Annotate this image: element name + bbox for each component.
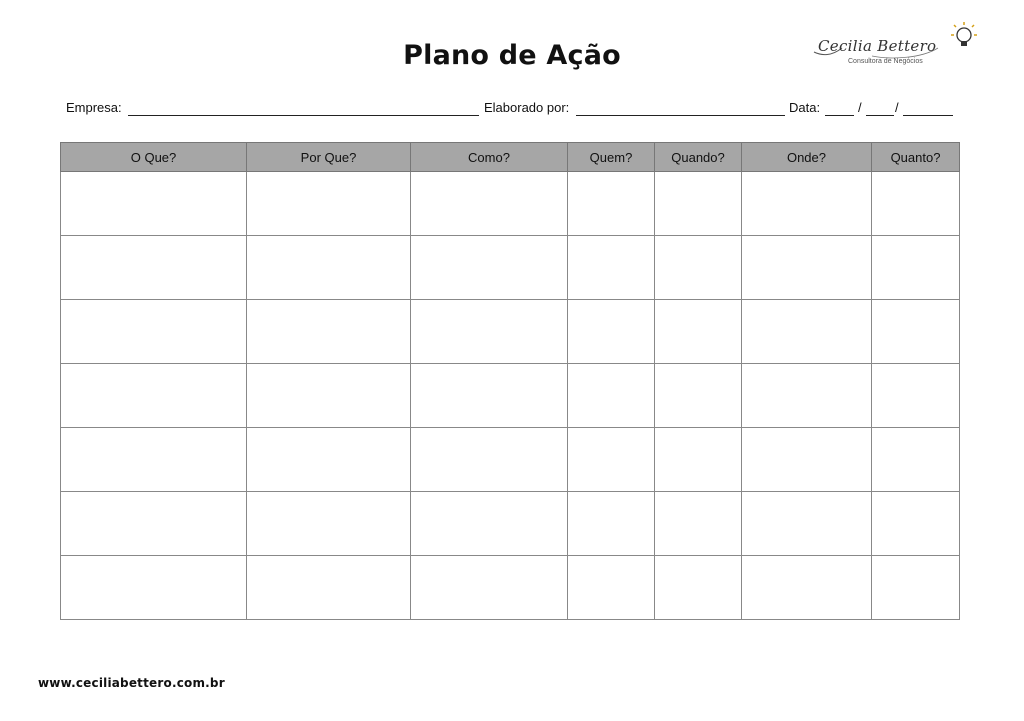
- table-cell[interactable]: [872, 428, 960, 492]
- table-cell[interactable]: [872, 300, 960, 364]
- table-cell[interactable]: [411, 172, 568, 236]
- table-cell[interactable]: [872, 492, 960, 556]
- table-cell[interactable]: [568, 364, 655, 428]
- table-cell[interactable]: [655, 428, 742, 492]
- table-header-row: [61, 143, 960, 172]
- elaborado-label: Elaborado por:: [484, 100, 570, 115]
- table-row: [61, 556, 960, 620]
- table-cell[interactable]: [742, 300, 872, 364]
- lightbulb-icon: [946, 20, 982, 54]
- logo-name: Cecilia Bettero: [818, 37, 937, 55]
- empresa-label: Empresa:: [66, 100, 122, 115]
- table-cell[interactable]: [655, 364, 742, 428]
- table-cell[interactable]: [61, 492, 247, 556]
- page-title: Plano de Ação: [403, 40, 621, 71]
- table-row: [61, 236, 960, 300]
- table-cell[interactable]: [247, 300, 411, 364]
- table-cell[interactable]: [742, 428, 872, 492]
- table-cell[interactable]: [568, 300, 655, 364]
- table-cell[interactable]: [872, 236, 960, 300]
- table-cell[interactable]: [742, 492, 872, 556]
- table-cell[interactable]: [247, 236, 411, 300]
- table-cell[interactable]: [568, 492, 655, 556]
- data-label: Data:: [789, 100, 821, 115]
- brand-logo: [812, 20, 992, 70]
- table-cell[interactable]: [742, 364, 872, 428]
- table-row: [61, 492, 960, 556]
- table-cell[interactable]: [872, 172, 960, 236]
- table-cell[interactable]: [655, 172, 742, 236]
- table-row: [61, 428, 960, 492]
- table-cell[interactable]: [61, 428, 247, 492]
- table-cell[interactable]: [655, 492, 742, 556]
- logo-tagline: Consultora de Negócios: [848, 58, 923, 65]
- table-cell[interactable]: [655, 300, 742, 364]
- table-cell[interactable]: [61, 300, 247, 364]
- header-como: Como?: [411, 143, 568, 172]
- website-link[interactable]: www.ceciliabettero.com.br: [38, 676, 225, 690]
- date-separator: /: [895, 100, 899, 115]
- table-cell[interactable]: [411, 492, 568, 556]
- table-cell[interactable]: [247, 428, 411, 492]
- table-cell[interactable]: [61, 236, 247, 300]
- table-cell[interactable]: [872, 364, 960, 428]
- table-row: [61, 300, 960, 364]
- header-quem: Quem?: [568, 143, 655, 172]
- header-quando: Quando?: [655, 143, 742, 172]
- table-cell[interactable]: [61, 172, 247, 236]
- elaborado-field[interactable]: [576, 115, 785, 116]
- table-cell[interactable]: [247, 364, 411, 428]
- table-cell[interactable]: [742, 236, 872, 300]
- table-cell[interactable]: [411, 556, 568, 620]
- table-cell[interactable]: [872, 556, 960, 620]
- header-onde: Onde?: [742, 143, 872, 172]
- table-cell[interactable]: [411, 236, 568, 300]
- date-year-field[interactable]: [903, 115, 953, 116]
- date-separator: /: [858, 100, 862, 115]
- table-cell[interactable]: [655, 556, 742, 620]
- table-cell[interactable]: [411, 364, 568, 428]
- table-cell[interactable]: [742, 556, 872, 620]
- header-por-que: Por Que?: [247, 143, 411, 172]
- date-month-field[interactable]: [866, 115, 894, 116]
- table-cell[interactable]: [568, 172, 655, 236]
- form-fields: [66, 100, 956, 120]
- table-cell[interactable]: [247, 556, 411, 620]
- table-cell[interactable]: [247, 492, 411, 556]
- empresa-field[interactable]: [128, 115, 479, 116]
- header-quanto: Quanto?: [872, 143, 960, 172]
- table-row: [61, 172, 960, 236]
- header-o-que: O Que?: [61, 143, 247, 172]
- date-day-field[interactable]: [825, 115, 854, 116]
- table-cell[interactable]: [568, 556, 655, 620]
- table-cell[interactable]: [655, 236, 742, 300]
- table-row: [61, 364, 960, 428]
- table-cell[interactable]: [61, 556, 247, 620]
- table-cell[interactable]: [411, 300, 568, 364]
- table-cell[interactable]: [411, 428, 568, 492]
- action-plan-table: [60, 142, 960, 620]
- table-cell[interactable]: [742, 172, 872, 236]
- table-cell[interactable]: [61, 364, 247, 428]
- table-cell[interactable]: [568, 428, 655, 492]
- table-cell[interactable]: [568, 236, 655, 300]
- table-cell[interactable]: [247, 172, 411, 236]
